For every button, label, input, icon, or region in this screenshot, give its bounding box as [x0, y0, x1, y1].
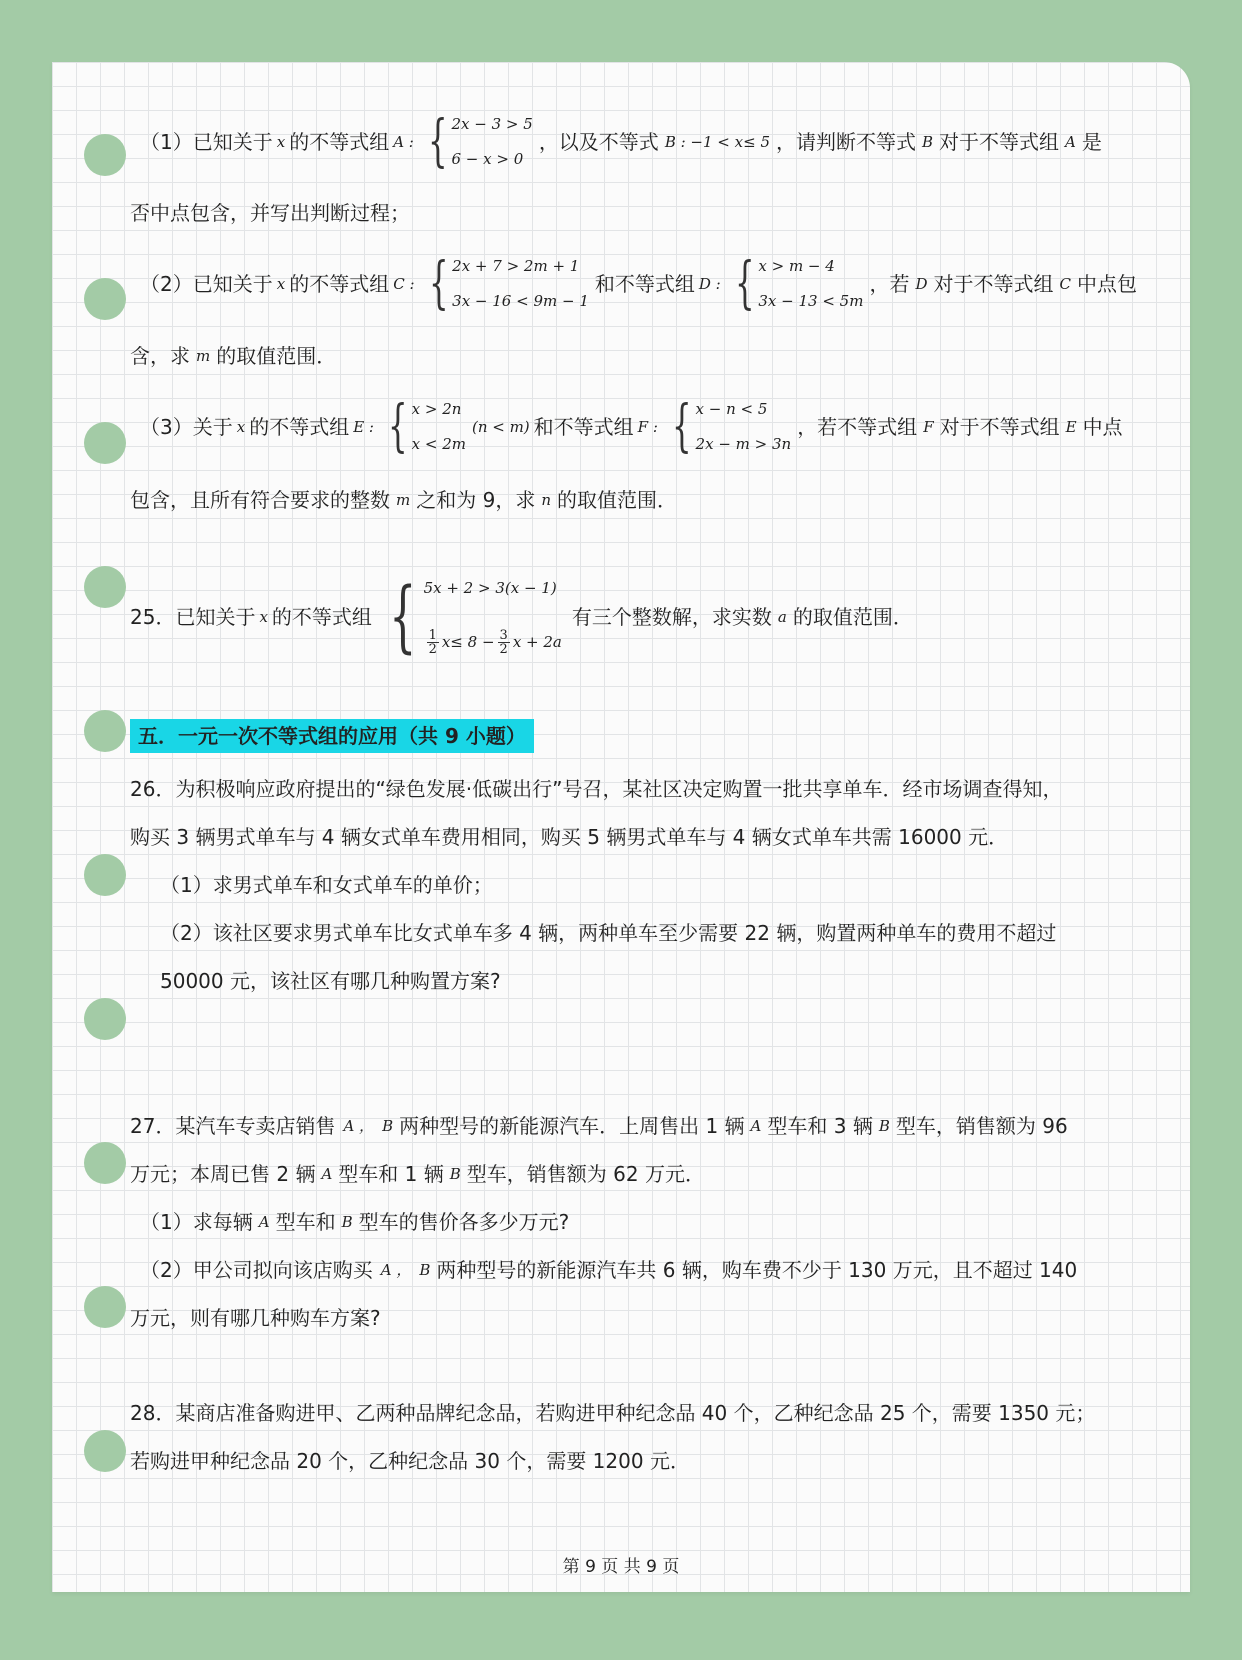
- binder-hole: [84, 710, 126, 752]
- question-part-2-line1: [140, 251, 1137, 316]
- var-A: A: [258, 1212, 270, 1231]
- binder-hole: [84, 854, 126, 896]
- var-A: A: [1065, 132, 1076, 151]
- var-E: E: [1065, 417, 1077, 436]
- brace-icon: {: [389, 572, 417, 662]
- text: 的不等式组: [249, 415, 350, 439]
- var-F: F :: [637, 417, 658, 436]
- text: 的不等式组: [289, 272, 390, 296]
- text: ，若不等式组: [797, 415, 918, 439]
- binder-hole: [84, 1286, 126, 1328]
- question-part-3-line2: [130, 490, 677, 510]
- text: ，请判断不等式: [775, 130, 916, 154]
- text: 型车和: [275, 1210, 336, 1234]
- q27-line4: [140, 1260, 1077, 1280]
- q26-line1: 26．为积极响应政府提出的“绿色发展·低碳出行”号召，某社区决定购置一批共享单车．经市场调查得知，: [130, 777, 1063, 801]
- text: 的不等式组: [289, 130, 390, 154]
- denominator: 2: [428, 642, 437, 657]
- q28-line1: 28．某商店准备购进甲、乙两种品牌纪念品，若购进甲种纪念品 40 个，乙种纪念品 25 个，需要 1350 元；: [130, 1401, 1096, 1425]
- q27-line1: [130, 1116, 1068, 1136]
- q26-line5: 50000 元，该社区有哪几种购置方案?: [160, 969, 501, 993]
- var-B: B: [382, 1116, 394, 1135]
- numerator: 1: [428, 628, 437, 643]
- text: ，若: [869, 272, 910, 296]
- expr: x≤ 8 −: [441, 633, 495, 651]
- question-part-3-line1: [140, 394, 1123, 459]
- text: 对于不等式组: [939, 415, 1060, 439]
- text: 型车，销售额为 96: [895, 1114, 1068, 1138]
- var-x: x: [236, 417, 246, 436]
- text: 的不等式组: [271, 605, 372, 629]
- text: 和不等式组: [594, 272, 695, 296]
- q27-line3: [140, 1212, 569, 1232]
- brace-icon: {: [734, 251, 755, 316]
- binder-hole: [84, 422, 126, 464]
- var-C: C: [1059, 274, 1071, 293]
- system-row: x − n < 5: [695, 400, 768, 418]
- var-x: x: [259, 607, 268, 626]
- system-row: 3x − 16 < 9m − 1: [452, 292, 589, 310]
- var-B: B: [878, 1116, 890, 1135]
- text: 是: [1081, 130, 1102, 154]
- binder-hole: [84, 998, 126, 1040]
- system-row: x < 2m: [411, 435, 466, 453]
- binder-hole: [84, 1430, 126, 1472]
- text: 包含，且所有符合要求的整数: [130, 488, 390, 512]
- var-x: x: [276, 274, 286, 293]
- question-part-1-line1: [140, 109, 1102, 174]
- brace-icon: {: [671, 394, 692, 459]
- section-heading: 五．一元一次不等式组的应用（共 9 小题）: [130, 719, 534, 753]
- q27-line5: 万元，则有哪几种购车方案?: [130, 1306, 381, 1330]
- text: 对于不等式组: [933, 272, 1054, 296]
- fraction: [498, 629, 510, 656]
- var-C: C :: [393, 274, 415, 293]
- question-part-2-line2: [130, 346, 336, 366]
- system-row: x > 2n: [411, 400, 462, 418]
- var-D: D :: [698, 274, 721, 293]
- text: 两种型号的新能源汽车．上周售出 1 辆: [399, 1114, 745, 1138]
- inequality-B: B : −1 < x≤ 5: [664, 132, 770, 151]
- var-B: B: [449, 1164, 461, 1183]
- var-m: m: [396, 490, 411, 509]
- var-F: F: [923, 417, 934, 436]
- text: （1）求每辆: [140, 1210, 253, 1234]
- text: 27．某汽车专卖店销售: [130, 1114, 336, 1138]
- fraction: [427, 629, 439, 656]
- system-row: 2x + 7 > 2m + 1: [452, 257, 580, 275]
- condition: (n < m): [471, 417, 530, 436]
- q26-line4: （2）该社区要求男式单车比女式单车多 4 辆，两种单车至少需要 22 辆，购置两种单车的费用不超过: [160, 921, 1057, 945]
- q28-line2: 若购进甲种纪念品 20 个，乙种纪念品 30 个，需要 1200 元．: [130, 1449, 690, 1473]
- system-row: [424, 629, 562, 656]
- binder-hole: [84, 566, 126, 608]
- text: （2）甲公司拟向该店购买: [140, 1258, 373, 1282]
- inequality-system-F: [664, 394, 792, 459]
- var-m: m: [196, 346, 211, 365]
- inequality-system-25: [378, 572, 562, 662]
- text: 对于不等式组: [939, 130, 1060, 154]
- var-B: B: [341, 1212, 353, 1231]
- text: ，以及不等式: [538, 130, 659, 154]
- binder-hole: [84, 1142, 126, 1184]
- var-A: A ，: [380, 1260, 412, 1279]
- var-B: B: [921, 132, 934, 151]
- brace-icon: {: [427, 109, 448, 174]
- brace-icon: {: [388, 394, 408, 459]
- text: （3）关于: [140, 415, 233, 439]
- text: （2）已知关于: [140, 272, 273, 296]
- page-footer: 第 9 页 共 9 页: [562, 1557, 680, 1577]
- numerator: 3: [499, 628, 508, 643]
- q26-line3: （1）求男式单车和女式单车的单价；: [160, 873, 493, 897]
- binder-hole: [84, 134, 126, 176]
- text: （1）已知关于: [140, 130, 273, 154]
- text: 25．已知关于: [130, 605, 256, 629]
- var-D: D: [915, 274, 928, 293]
- q26-line2: 购买 3 辆男式单车与 4 辆女式单车费用相同，购买 5 辆男式单车与 4 辆女式单车共需 16000 元．: [130, 825, 1009, 849]
- var-n: n: [541, 490, 551, 509]
- binder-hole: [84, 278, 126, 320]
- expr: x + 2a: [512, 633, 562, 651]
- var-A: A: [321, 1164, 333, 1183]
- text: 和不等式组: [533, 415, 634, 439]
- inequality-system-C: [421, 251, 589, 316]
- text: 中点: [1082, 415, 1123, 439]
- system-row: x > m − 4: [758, 257, 835, 275]
- system-row: 3x − 13 < 5m: [758, 292, 864, 310]
- text: 中点包: [1076, 272, 1137, 296]
- var-A: A ，: [343, 1116, 375, 1135]
- brace-icon: {: [428, 251, 449, 316]
- system-row: 5x + 2 > 3(x − 1): [423, 579, 557, 597]
- inequality-system-A: [420, 109, 533, 174]
- text: 型车和 1 辆: [338, 1162, 444, 1186]
- var-a: a: [777, 607, 787, 626]
- var-x: x: [276, 132, 286, 151]
- system-row: 6 − x > 0: [451, 150, 524, 168]
- question-25: [130, 572, 913, 662]
- denominator: 2: [499, 642, 508, 657]
- q27-line2: [130, 1164, 705, 1184]
- inequality-system-D: [727, 251, 864, 316]
- text: 万元；本周已售 2 辆: [130, 1162, 316, 1186]
- var-A: A :: [393, 132, 414, 151]
- var-B: B: [419, 1260, 431, 1279]
- text: 含，求: [130, 344, 190, 368]
- text: 型车和 3 辆: [767, 1114, 873, 1138]
- text: 的取值范围．: [792, 605, 913, 629]
- text: 两种型号的新能源汽车共 6 辆，购车费不少于 130 万元，且不超过 140: [436, 1258, 1078, 1282]
- var-E: E :: [353, 417, 374, 436]
- inequality-system-E: [380, 394, 466, 459]
- text: 型车，销售额为 62 万元．: [466, 1162, 705, 1186]
- text: 的取值范围．: [216, 344, 337, 368]
- system-row: 2x − 3 > 5: [451, 115, 533, 133]
- text: 的取值范围．: [557, 488, 677, 512]
- text: 之和为 9，求: [416, 488, 536, 512]
- var-A: A: [750, 1116, 762, 1135]
- text: 有三个整数解，求实数: [571, 605, 772, 629]
- question-part-1-line2: 否中点包含，并写出判断过程；: [130, 201, 410, 225]
- system-row: 2x − m > 3n: [695, 435, 792, 453]
- text: 型车的售价各多少万元?: [358, 1210, 570, 1234]
